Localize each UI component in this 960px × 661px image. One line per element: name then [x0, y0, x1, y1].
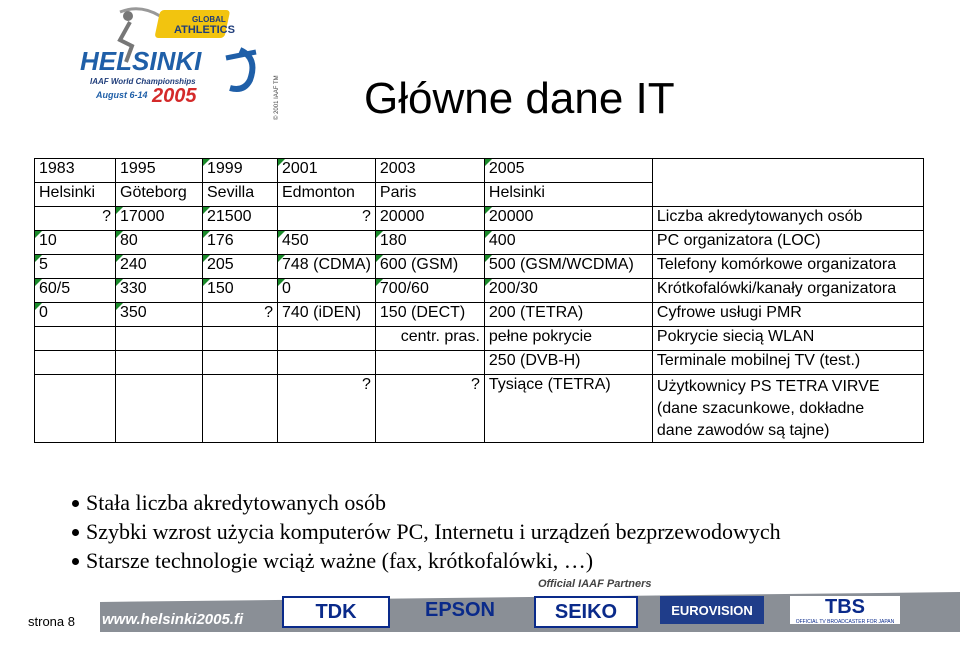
year-cell: 2001 [278, 159, 376, 183]
data-cell: 350 [116, 303, 203, 327]
label-line: (dane szacunkowe, dokładne [656, 400, 865, 417]
year-cell: 1999 [203, 159, 278, 183]
data-cell: 500 (GSM/WCDMA) [484, 255, 652, 279]
data-cell [278, 351, 376, 375]
page-title: Główne dane IT [364, 74, 675, 123]
data-cell: ? [35, 207, 116, 231]
city-cell: Sevilla [203, 183, 278, 207]
data-cell: 20000 [375, 207, 484, 231]
tbs-name: TBS [825, 595, 865, 618]
table-row [35, 231, 924, 255]
data-cell: 176 [203, 231, 278, 255]
data-cell [116, 327, 203, 351]
row-label: Cyfrowe usługi PMR [652, 303, 923, 327]
data-cell [35, 375, 116, 443]
table-row [35, 303, 924, 327]
row-label-multiline [652, 375, 923, 443]
table-row [35, 327, 924, 351]
city-cell: Paris [375, 183, 484, 207]
label-header-cell [652, 159, 923, 183]
logo-copyright-text: © 2001 IAAF TM [274, 75, 280, 120]
data-cell [203, 351, 278, 375]
table-row [35, 375, 924, 443]
data-cell: 17000 [116, 207, 203, 231]
label-line: dane zawodów są tajne) [656, 422, 830, 439]
data-cell: 80 [116, 231, 203, 255]
logo-event-text: IAAF World Championships [90, 77, 196, 86]
city-cell: Edmonton [278, 183, 376, 207]
table-row [35, 279, 924, 303]
data-cell: 20000 [484, 207, 652, 231]
logo-global-text: GLOBAL [192, 15, 226, 24]
data-cell: 400 [484, 231, 652, 255]
bullet-item: Szybki wzrost użycia komputerów PC, Internetu i urządzeń bezprzewodowych [72, 517, 781, 546]
data-cell: 5 [35, 255, 116, 279]
data-cell: 205 [203, 255, 278, 279]
data-cell: 330 [116, 279, 203, 303]
data-cell: 60/5 [35, 279, 116, 303]
label-header-cell [652, 183, 923, 207]
partners-label: Official IAAF Partners [538, 578, 652, 590]
data-cell: pełne pokrycie [484, 327, 652, 351]
sponsor-eurovision-logo: EUROVISION [660, 596, 764, 624]
table-row [35, 255, 924, 279]
year-cell: 2003 [375, 159, 484, 183]
bullet-item: Starsze technologie wciąż ważne (fax, krótkofalówki, …) [72, 546, 781, 575]
data-cell: 200 (TETRA) [484, 303, 652, 327]
year-cell: 1983 [35, 159, 116, 183]
data-cell [116, 375, 203, 443]
city-cell: Helsinki [484, 183, 652, 207]
sponsor-tdk-logo: TDK [282, 596, 390, 628]
tbs-subtitle: OFFICIAL TV BROADCASTER FOR JAPAN [795, 618, 895, 625]
data-cell: ? [203, 303, 278, 327]
data-cell: 150 [203, 279, 278, 303]
data-cell: ? [278, 207, 376, 231]
data-cell: 10 [35, 231, 116, 255]
data-cell: 740 (iDEN) [278, 303, 376, 327]
row-label: Terminale mobilnej TV (test.) [652, 351, 923, 375]
website-link[interactable]: www.helsinki2005.fi [102, 611, 244, 628]
data-cell: 250 (DVB-H) [484, 351, 652, 375]
label-line: Użytkownicy PS TETRA VIRVE [656, 378, 880, 395]
data-cell: 200/30 [484, 279, 652, 303]
data-cell: 450 [278, 231, 376, 255]
data-cell [35, 327, 116, 351]
row-label: Krótkofalówki/kanały organizatora [652, 279, 923, 303]
data-cell: 700/60 [375, 279, 484, 303]
helsinki-2005-logo [50, 2, 300, 122]
data-cell: centr. pras. [375, 327, 484, 351]
table-row-cities [35, 183, 924, 207]
table-row [35, 351, 924, 375]
it-data-table [34, 158, 924, 443]
data-cell: 150 (DECT) [375, 303, 484, 327]
data-cell [278, 327, 376, 351]
data-cell: 0 [35, 303, 116, 327]
city-cell: Göteborg [116, 183, 203, 207]
data-cell: ? [375, 375, 484, 443]
bullet-list [72, 488, 781, 575]
row-label: Telefony komórkowe organizatora [652, 255, 923, 279]
table-row [35, 207, 924, 231]
data-cell: 21500 [203, 207, 278, 231]
data-cell: Tysiące (TETRA) [484, 375, 652, 443]
table-row-years [35, 159, 924, 183]
data-cell: 748 (CDMA) [278, 255, 376, 279]
bullet-item: Stała liczba akredytowanych osób [72, 488, 781, 517]
year-cell: 2005 [484, 159, 652, 183]
logo-athletics-text: ATHLETICS [174, 24, 235, 36]
data-cell: 600 (GSM) [375, 255, 484, 279]
data-cell [203, 327, 278, 351]
sponsor-epson-logo: EPSON [424, 598, 496, 621]
year-cell: 1995 [116, 159, 203, 183]
data-cell [375, 351, 484, 375]
row-label: Liczba akredytowanych osób [652, 207, 923, 231]
data-cell: 0 [278, 279, 376, 303]
data-cell [116, 351, 203, 375]
data-cell: 180 [375, 231, 484, 255]
row-label: PC organizatora (LOC) [652, 231, 923, 255]
row-label: Pokrycie siecią WLAN [652, 327, 923, 351]
page-number: strona 8 [28, 614, 75, 629]
sponsor-tbs-logo [790, 596, 900, 624]
data-cell: ? [278, 375, 376, 443]
logo-city-text: HELSINKI [80, 46, 202, 76]
logo-year-text: 2005 [152, 85, 197, 107]
sponsor-seiko-logo: SEIKO [534, 596, 638, 628]
data-cell: 240 [116, 255, 203, 279]
data-cell [35, 351, 116, 375]
logo-dates-text: August 6-14 [96, 90, 148, 100]
data-cell [203, 375, 278, 443]
city-cell: Helsinki [35, 183, 116, 207]
